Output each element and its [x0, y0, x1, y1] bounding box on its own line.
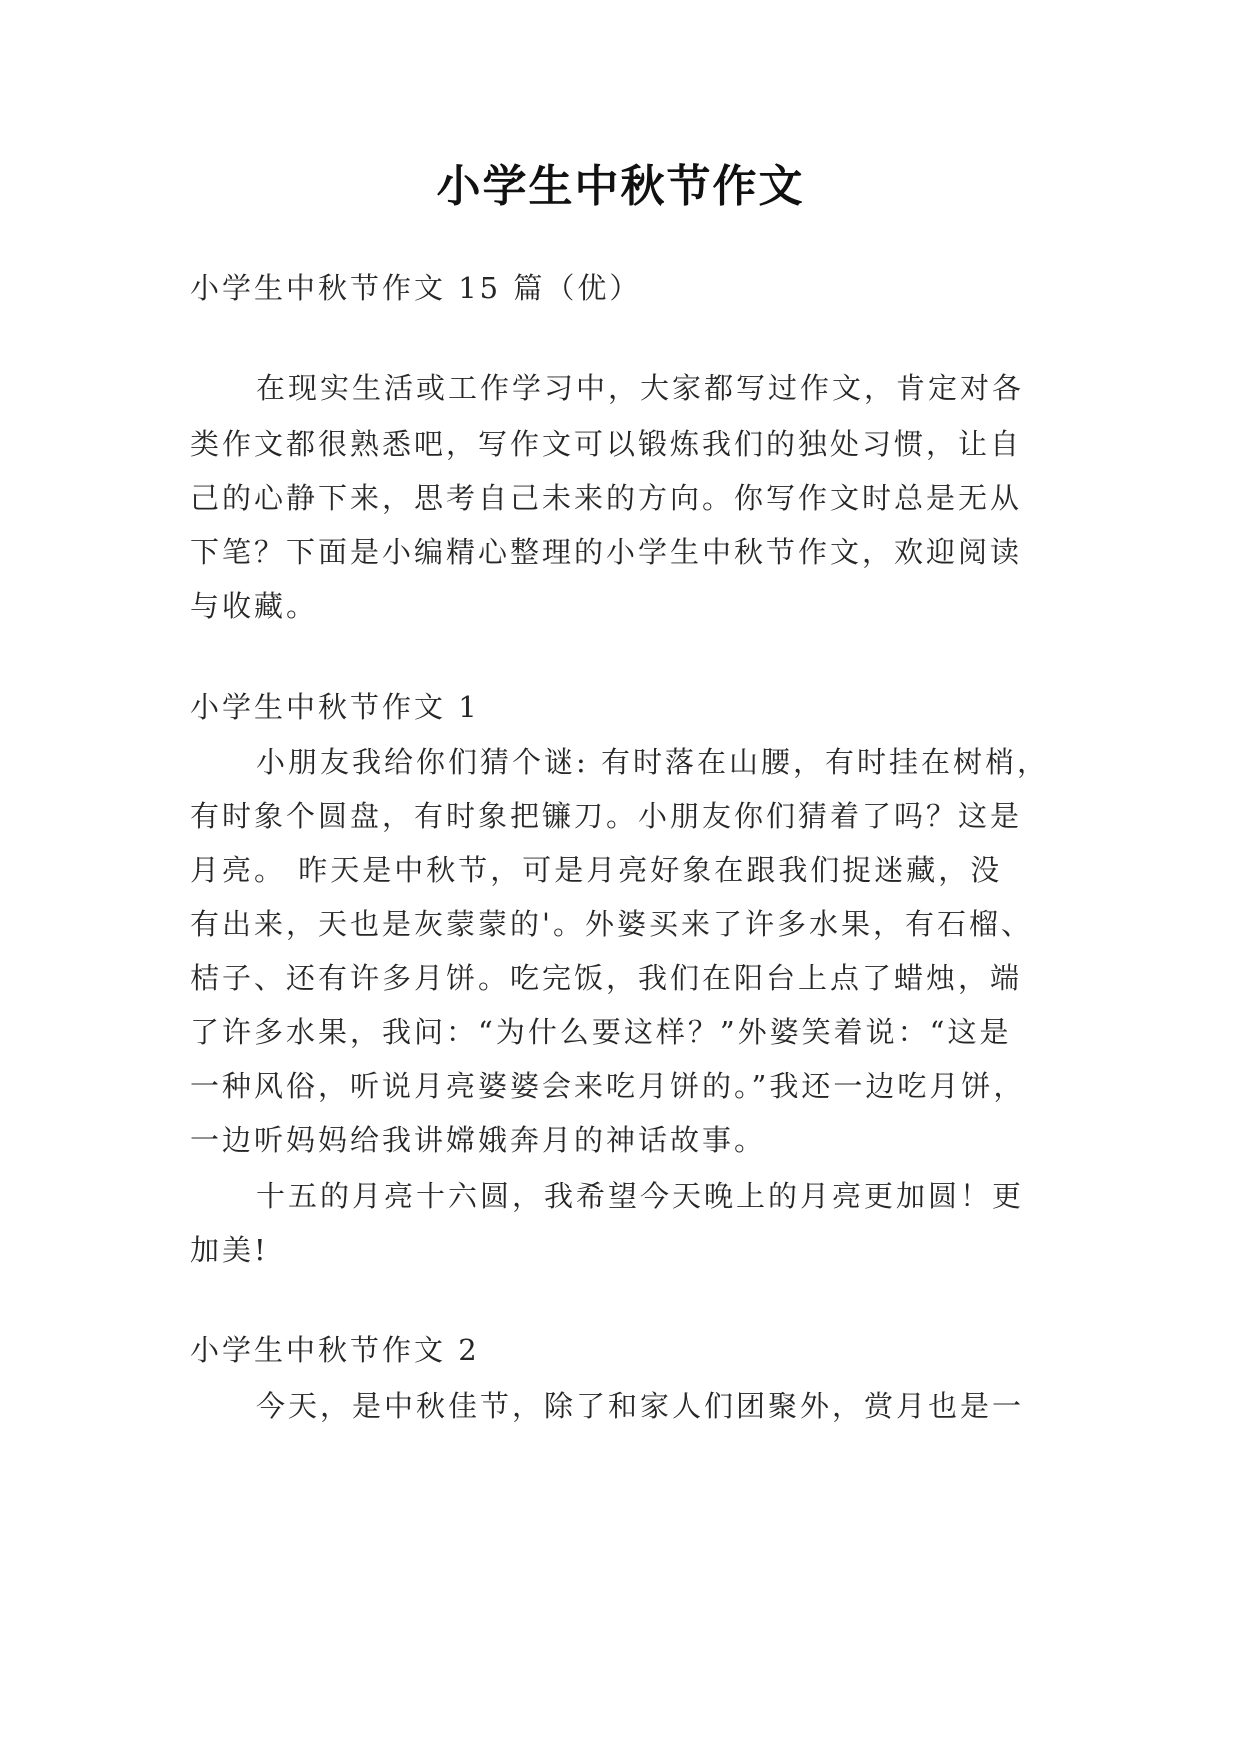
document-title: 小学生中秋节作文: [436, 161, 805, 212]
essay1-line-5: 桔子、还有许多月饼。吃完饭，我们在阳台上点了蜡烛，端: [190, 961, 1023, 995]
essay1-para2-line-1: 十五的月亮十六圆，我希望今天晚上的月亮更加圆！更: [256, 1179, 1025, 1213]
essay2-line-1: 今天，是中秋佳节，除了和家人们团聚外，赏月也是一: [256, 1389, 1025, 1423]
intro-line-5: 与收藏。: [190, 589, 319, 623]
essay1-line-7: 一种风俗，听说月亮婆婆会来吃月饼的。”我还一边吃月饼，: [190, 1069, 1026, 1103]
intro-line-1: 在现实生活或工作学习中，大家都写过作文，肯定对各: [256, 371, 1025, 405]
essay1-line-6: 了许多水果，我问：“为什么要这样？”外婆笑着说：“这是: [190, 1015, 1012, 1049]
essay1-line-3: 月亮。 昨天是中秋节，可是月亮好象在跟我们捉迷藏，没: [190, 853, 1003, 887]
essay2-heading: 小学生中秋节作文 2: [190, 1333, 480, 1367]
intro-line-3: 己的心静下来，思考自己未来的方向。你写作文时总是无从: [190, 481, 1023, 515]
essay1-line-4: 有出来，天也是灰蒙蒙的'。外婆买来了许多水果，有石榴、: [190, 907, 1033, 941]
intro-line-2: 类作文都很熟悉吧，写作文可以锻炼我们的独处习惯，让自: [190, 427, 1023, 461]
essay1-line-8: 一边听妈妈给我讲嫦娥奔月的神话故事。: [190, 1123, 767, 1157]
intro-line-4: 下笔？下面是小编精心整理的小学生中秋节作文，欢迎阅读: [190, 535, 1023, 569]
essay1-line-1: 小朋友我给你们猜个谜: 有时落在山腰，有时挂在树梢，: [256, 745, 1049, 779]
essay1-heading: 小学生中秋节作文 1: [190, 690, 480, 724]
essay1-line-2: 有时象个圆盘，有时象把镰刀。小朋友你们猜着了吗？这是: [190, 799, 1023, 833]
document-subtitle: 小学生中秋节作文 15 篇（优）: [190, 271, 642, 305]
essay1-para2-line-2: 加美!: [190, 1233, 269, 1267]
